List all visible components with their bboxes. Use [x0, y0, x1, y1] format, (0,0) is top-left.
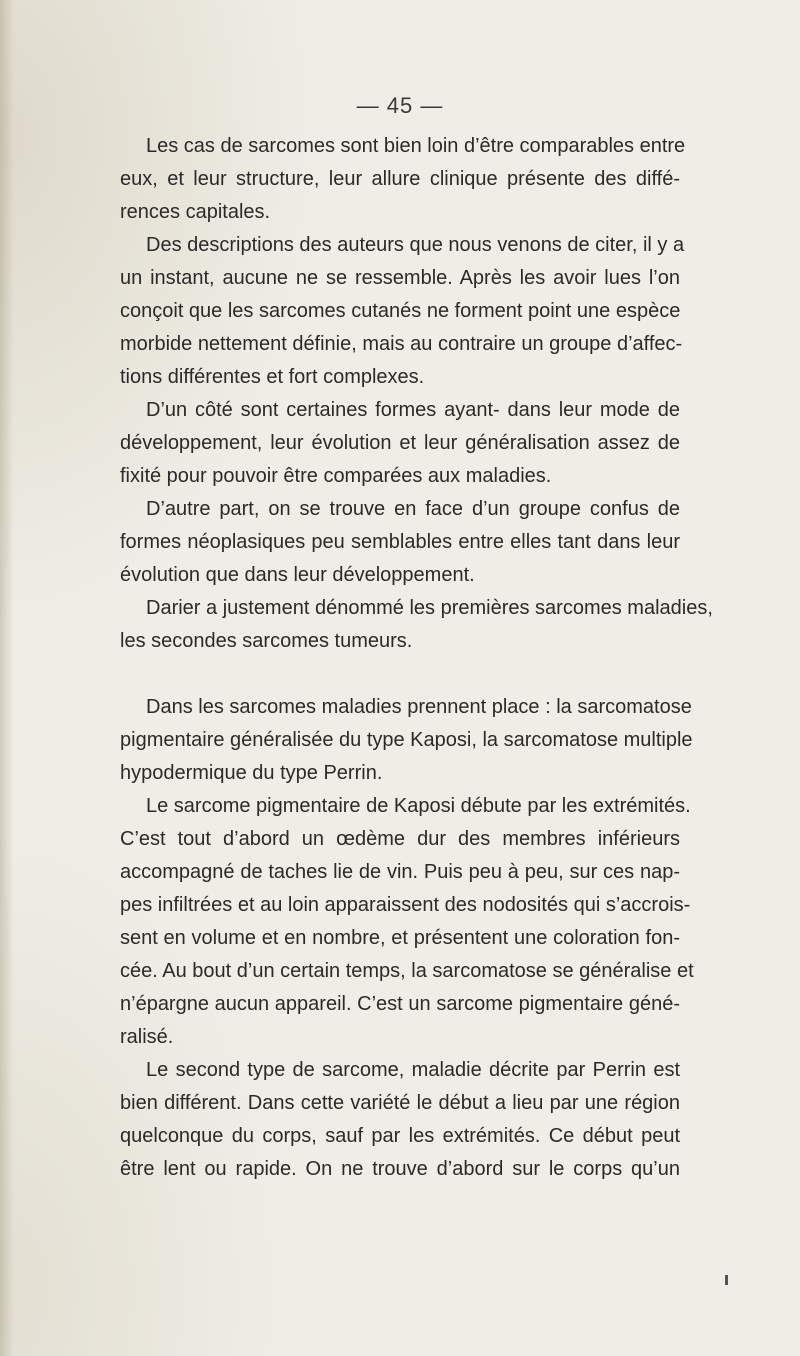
paragraph [120, 130, 686, 229]
text-line: rences capitales. [120, 201, 271, 223]
text-line: ralisé. [120, 1026, 174, 1048]
text-line: Le sarcome pigmentaire de Kaposi débute par les extrémités. [146, 795, 691, 817]
page-number: — 45 — [356, 93, 444, 118]
text-line: sent en volume et en nombre, et présentent une coloration fon- [120, 927, 680, 949]
text-line: cée. Au bout d’un certain temps, la sarcomatose se généralise et [120, 960, 694, 982]
text-line: C’est tout d’abord un œdème dur des membres inférieurs [120, 828, 680, 850]
text-line: eux, et leur structure, leur allure clinique présente des diffé- [120, 168, 680, 190]
paragraph [120, 790, 694, 1054]
text-line: Darier a justement dénommé les premières sarcomes maladies, [146, 597, 713, 619]
text-line: être lent ou rapide. On ne trouve d’abord sur le corps qu’un [120, 1158, 680, 1180]
text-line: Le second type de sarcome, maladie décrite par Perrin est [146, 1059, 680, 1081]
text-line: développement, leur évolution et leur généralisation assez de [120, 432, 680, 454]
text-line: Les cas de sarcomes sont bien loin d’être comparables entre [146, 135, 686, 157]
text-line: conçoit que les sarcomes cutanés ne forment point une espèce [120, 300, 681, 322]
text-line: quelconque du corps, sauf par les extrémités. Ce début peut [120, 1125, 680, 1147]
text-line: pes infiltrées et au loin apparaissent des nodosités qui s’accrois- [120, 894, 691, 916]
text-line: évolution que dans leur développement. [120, 564, 475, 586]
text-line: les secondes sarcomes tumeurs. [120, 630, 413, 652]
text-line: hypodermique du type Perrin. [120, 762, 383, 784]
paragraph [120, 229, 685, 394]
text-line: Dans les sarcomes maladies prennent place : la sarcomatose [146, 696, 692, 718]
text-line: fixité pour pouvoir être comparées aux maladies. [120, 465, 552, 487]
text-line: D’autre part, on se trouve en face d’un groupe confus de [146, 498, 680, 520]
paragraph [120, 1054, 680, 1186]
text-line: bien différent. Dans cette variété le début a lieu par une région [120, 1092, 680, 1114]
text-line: pigmentaire généralisée du type Kaposi, la sarcomatose multiple [120, 729, 693, 751]
paragraph [120, 493, 680, 592]
paragraph [120, 394, 680, 493]
text-line: D’un côté sont certaines formes ayant- dans leur mode de [146, 399, 680, 421]
paragraph [120, 592, 713, 658]
text-line: tions différentes et fort complexes. [120, 366, 425, 388]
section-gap [120, 658, 680, 691]
body-text [120, 130, 713, 1186]
paragraph [120, 691, 693, 790]
text-line: morbide nettement définie, mais au contraire un groupe d’affec- [120, 333, 683, 355]
text-line: formes néoplasiques peu semblables entre elles tant dans leur [120, 531, 680, 553]
text-line: accompagné de taches lie de vin. Puis peu à peu, sur ces nap- [120, 861, 680, 883]
text-line: un instant, aucune ne se ressemble. Après les avoir lues l’on [120, 267, 680, 289]
text-line: n’épargne aucun appareil. C’est un sarcome pigmentaire géné- [120, 993, 680, 1015]
print-mark [725, 1275, 728, 1285]
text-line: Des descriptions des auteurs que nous venons de citer, il y a [146, 234, 685, 256]
page-edge-shadow [0, 0, 14, 1356]
